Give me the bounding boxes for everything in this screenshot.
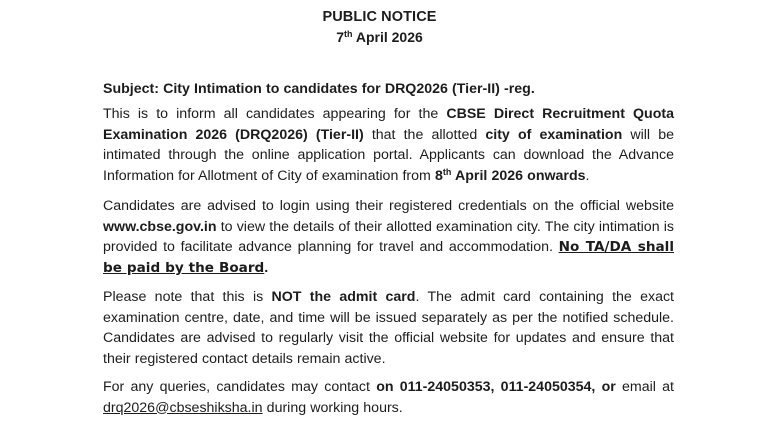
email-link[interactable]: drq2026@cbseshiksha.in xyxy=(103,399,263,416)
p2-text-3: . xyxy=(264,259,269,276)
p3-text-1: Please note that this is xyxy=(103,289,272,305)
p1-text-1: This is to inform all candidates appearing for the xyxy=(103,106,447,122)
p1-date-rest: April 2026 onwards xyxy=(451,167,586,184)
p1-city-of-exam: city of examination xyxy=(485,126,623,143)
notice-title: PUBLIC NOTICE xyxy=(322,9,437,25)
ta-da-note: No TA/DA shall be paid by the Board xyxy=(103,239,674,276)
p4-text-3: during working hours. xyxy=(262,399,403,416)
paragraph-intimation xyxy=(103,104,674,186)
p3-text-2: . The admit card containing the exact examination centre, date, and time will be issued separately as per the notified schedule. Candidates are advised to regularly visit the official website for updates and ensure that their registered contact details remain active. xyxy=(103,289,675,367)
date-day: 7 xyxy=(336,29,344,45)
p3-not-admit-card: NOT the admit card xyxy=(271,289,416,305)
p2-text-2: to view the details of their allotted examination city. The city intimation is provided to facilitate advance planning for travel and accommodation. xyxy=(103,218,674,256)
paragraph-login xyxy=(103,196,674,278)
p1-date-suffix: th xyxy=(442,166,452,177)
p1-text-3: will be intimated through the online application portal. Applicants can download the Advance Information for Allotment of City of examination from xyxy=(103,126,674,184)
p1-text-2: that the allotted xyxy=(363,126,486,143)
p4-text-1: For any queries, candidates may contact xyxy=(103,379,377,395)
p1-text-4: . xyxy=(585,167,590,184)
paragraph-admit-card xyxy=(103,287,674,369)
subject-line: Subject: City Intimation to candidates for DRQ2026 (Tier-II) -reg. xyxy=(103,81,535,97)
p1-date-day: 8 xyxy=(435,167,443,184)
date-suffix: th xyxy=(344,29,353,39)
notice-date xyxy=(0,29,759,45)
p1-exam-name: CBSE Direct Recruitment Quota Examination 2026 (DRQ2026) (Tier-II) xyxy=(103,106,674,143)
p2-text-1: Candidates are advised to login using their registered credentials on the official website xyxy=(103,198,674,214)
paragraph-queries xyxy=(103,377,674,418)
contact-numbers: on 011-24050353, 011-24050354, or xyxy=(376,379,616,395)
date-month-year: April 2026 xyxy=(352,29,423,45)
website-link[interactable]: www.cbse.gov.in xyxy=(103,218,217,235)
p4-text-2: email at xyxy=(615,379,674,395)
